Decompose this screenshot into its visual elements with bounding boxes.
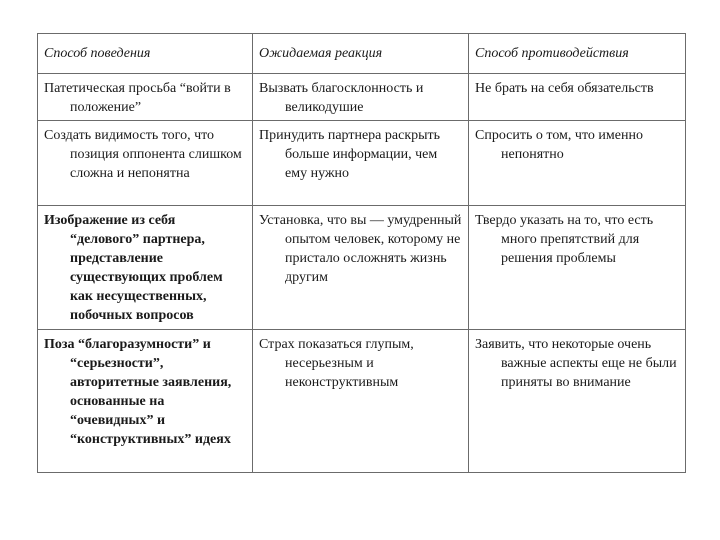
header-counteraction: Способ противодействия bbox=[469, 34, 686, 74]
cell-behavior: Поза “благоразумности” и “серьезности”, авторитетные заявления, основанные на “очевидных” и “конструктивных” идеях bbox=[38, 330, 253, 473]
table-row bbox=[38, 74, 686, 121]
cell-reaction: Страх показаться глупым, несерьезным и неконструктивным bbox=[253, 330, 469, 473]
table-row bbox=[38, 206, 686, 330]
table-header-row bbox=[38, 34, 686, 74]
cell-reaction: Принудить партнера раскрыть больше информации, чем ему нужно bbox=[253, 121, 469, 206]
header-expected-reaction: Ожидаемая реакция bbox=[253, 34, 469, 74]
cell-counteraction: Заявить, что некоторые очень важные аспекты еще не были приняты во внимание bbox=[469, 330, 686, 473]
cell-behavior: Изображение из себя “делового” партнера, представление существующих проблем как несущественных, побочных вопросов bbox=[38, 206, 253, 330]
tactics-table bbox=[37, 33, 686, 473]
cell-counteraction: Спросить о том, что именно непонятно bbox=[469, 121, 686, 206]
cell-counteraction: Твердо указать на то, что есть много препятствий для решения проблемы bbox=[469, 206, 686, 330]
cell-counteraction: Не брать на себя обязательств bbox=[469, 74, 686, 121]
cell-behavior: Патетическая просьба “войти в положение” bbox=[38, 74, 253, 121]
cell-reaction: Вызвать благосклонность и великодушие bbox=[253, 74, 469, 121]
header-behavior: Способ поведения bbox=[38, 34, 253, 74]
cell-reaction: Установка, что вы — умудренный опытом человек, которому не пристало осложнять жизнь другим bbox=[253, 206, 469, 330]
cell-behavior: Создать видимость того, что позиция оппонента слишком сложна и непонятна bbox=[38, 121, 253, 206]
table-row bbox=[38, 121, 686, 206]
table-row bbox=[38, 330, 686, 473]
